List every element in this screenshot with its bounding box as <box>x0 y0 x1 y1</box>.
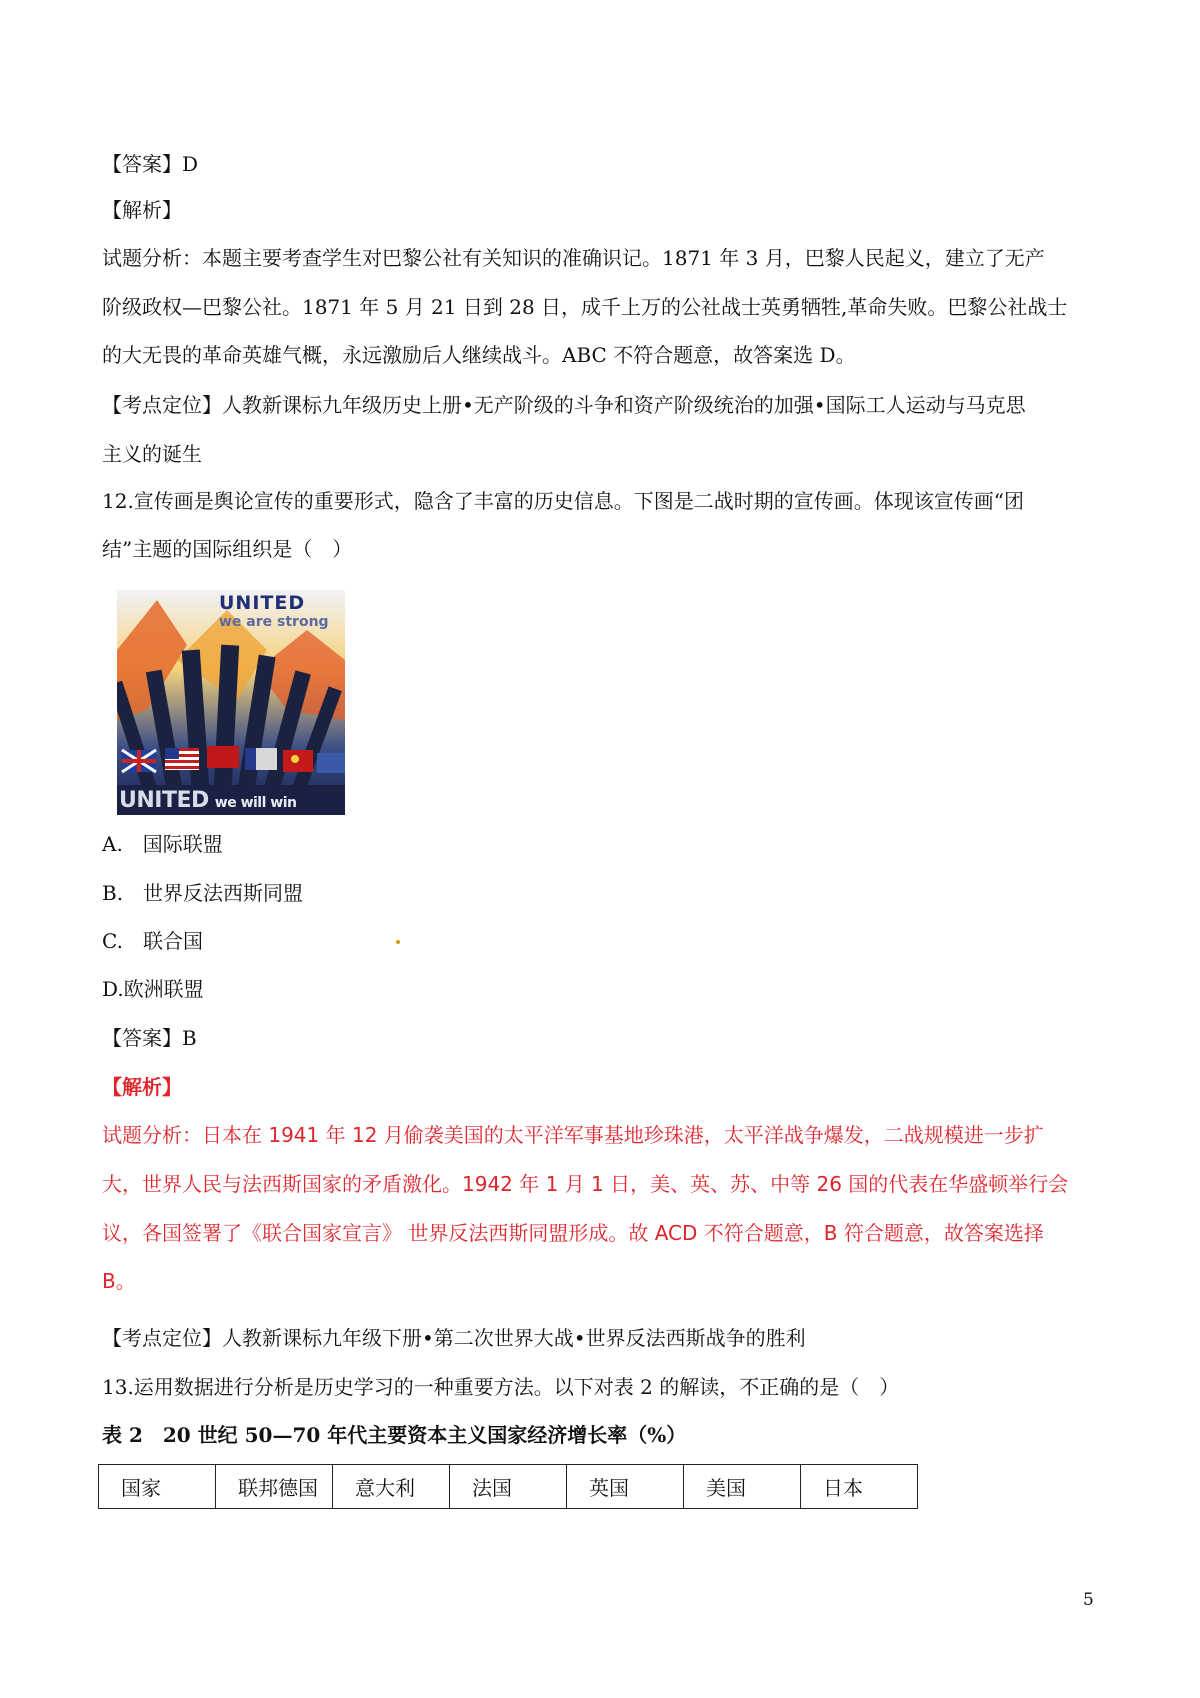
knowledge-point-1: 【考点定位】人教新课标九年级历史上册•无产阶级的斗争和资产阶级统治的加强•国际工人运动与马克思 <box>102 393 1026 417</box>
stray-dot <box>396 940 400 944</box>
poster-bottom-small: we will win <box>214 795 297 811</box>
table-header-cell: 法国 <box>450 1465 567 1509</box>
analysis-red-3: 议，各国签署了《联合国家宣言》 世界反法西斯同盟形成。故 ACD 不符合题意，B 符合题意，故答案选择 <box>102 1221 1044 1245</box>
analysis-text-1: 试题分析：本题主要考查学生对巴黎公社有关知识的准确识记。1871 年 3 月，巴黎人民起义，建立了无产 <box>102 246 1045 270</box>
propaganda-poster-image <box>117 590 345 815</box>
table-header-cell: 日本 <box>801 1465 918 1509</box>
analysis-red-2: 大，世界人民与法西斯国家的矛盾激化。1942 年 1 月 1 日，美、英、苏、中等 26 国的代表在华盛顿举行会 <box>102 1172 1069 1196</box>
analysis-red-1: 试题分析：日本在 1941 年 12 月偷袭美国的太平洋军事基地珍珠港，太平洋战争爆发，二战规模进一步扩 <box>102 1123 1044 1147</box>
analysis-text-3: 的大无畏的革命英雄气概，永远激励后人继续战斗。ABC 不符合题意，故答案选 D。 <box>102 343 856 367</box>
poster-title-bottom <box>119 788 296 813</box>
table-header-cell: 意大利 <box>333 1465 450 1509</box>
option-b: B. 世界反法西斯同盟 <box>102 881 304 905</box>
poster-title-top: UNITED <box>219 592 306 614</box>
table-header-cell: 国家 <box>99 1465 216 1509</box>
growth-rate-table <box>98 1464 918 1509</box>
table-caption: 表 2 20 世纪 50—70 年代主要资本主义国家经济增长率（%） <box>102 1423 687 1447</box>
question-12: 12.宣传画是舆论宣传的重要形式，隐含了丰富的历史信息。下图是二战时期的宣传画。体现该宣传画“团 <box>102 489 1025 513</box>
question-12-cont: 结”主题的国际组织是（ ） <box>102 537 353 561</box>
option-d: D.欧洲联盟 <box>102 977 204 1001</box>
question-13: 13.运用数据进行分析是历史学习的一种重要方法。以下对表 2 的解读，不正确的是（ ） <box>102 1375 900 1399</box>
table-header-cell: 美国 <box>684 1465 801 1509</box>
answer-line: 【答案】D <box>102 152 199 176</box>
table-header-cell: 联邦德国 <box>216 1465 333 1509</box>
analysis-heading: 【解析】 <box>102 198 182 222</box>
knowledge-point-2: 【考点定位】人教新课标九年级下册•第二次世界大战•世界反法西斯战争的胜利 <box>102 1326 806 1350</box>
analysis-red-4: B。 <box>102 1269 136 1293</box>
knowledge-point-1-cont: 主义的诞生 <box>102 442 202 466</box>
answer-line-2: 【答案】B <box>102 1026 197 1050</box>
analysis-text-2: 阶级政权—巴黎公社。1871 年 5 月 21 日到 28 日，成千上万的公社战士英勇牺牲,革命失败。巴黎公社战士 <box>102 295 1068 319</box>
option-c: C. 联合国 <box>102 929 203 953</box>
table-header-cell: 英国 <box>567 1465 684 1509</box>
poster-bottom-word: UNITED <box>119 788 209 813</box>
poster-subtitle: we are strong <box>219 614 329 630</box>
page-number: 5 <box>1083 1590 1094 1610</box>
option-a: A. 国际联盟 <box>102 832 223 856</box>
analysis-heading-2: 【解析】 <box>102 1075 182 1099</box>
table-row <box>99 1465 918 1509</box>
